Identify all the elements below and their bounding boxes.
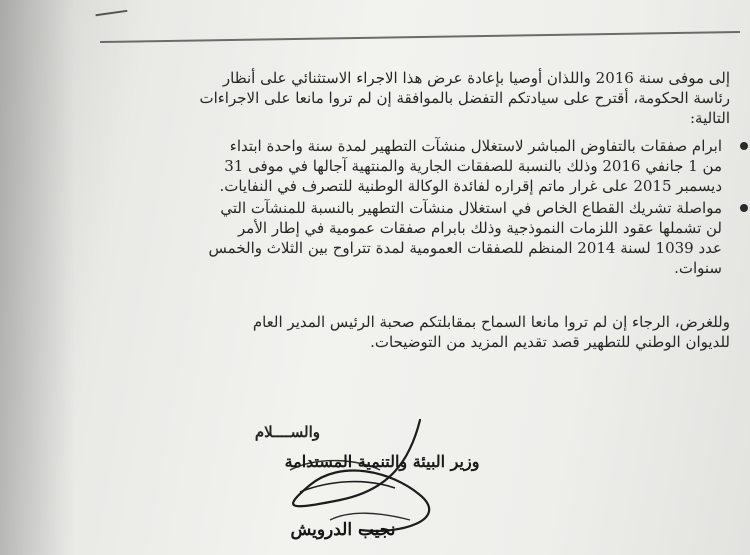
request-paragraph xyxy=(100,312,730,352)
measure-line: ديسمبر 2015 على غرار ماتم إقراره لفائدة الوكالة الوطنية للتصرف في النفايات. xyxy=(219,177,722,195)
measure-line: لن تشملها عقود اللزمات النموذجية وذلك بابرام صفقات عمومية في إطار الأمر xyxy=(238,219,722,237)
page-shadow xyxy=(0,0,75,555)
intro-line: إلى موفى سنة 2016 واللذان أوصيا بإعادة عرض هذا الاجراء الاستثنائي على أنظار xyxy=(222,69,730,87)
measure-line: عدد 1039 لسنة 2014 المنظم للصفقات العمومية لمدة تتراوح بين الثلاث والخمس xyxy=(208,239,722,257)
minister-title: وزير البيئة والتنمية المستدامة xyxy=(284,452,480,471)
top-mark xyxy=(95,10,128,24)
measure-line: سنوات. xyxy=(674,259,722,277)
bullet-icon xyxy=(740,204,748,212)
intro-line: رئاسة الحكومة، أقترح على سيادتكم التفضل بالموافقة إن لم تروا مانعا على الاجراءات xyxy=(199,89,730,107)
measure-line: مواصلة تشريك القطاع الخاص في استغلال منشآت التطهير بالنسبة للمنشآت التي xyxy=(220,199,722,217)
minister-name: نجيب الدرويش xyxy=(290,520,396,540)
measure-line: ابرام صفقات بالتفاوض المباشر لاستغلال منشآت التطهير لمدة سنة واحدة ابتداء xyxy=(229,137,722,155)
intro-line: التالية: xyxy=(689,109,730,127)
measures-list xyxy=(100,136,730,278)
bullet-icon xyxy=(740,142,748,150)
request-line: وللغرض، الرجاء إن لم تروا مانعا السماح بمقابلتكم صحبة الرئيس المدير العام xyxy=(252,313,730,331)
header-rule xyxy=(100,31,740,43)
closing-salutation: والســــلام xyxy=(254,423,320,441)
measure-item xyxy=(120,136,730,196)
intro-paragraph xyxy=(100,68,730,128)
measure-line: من 1 جانفي 2016 وذلك بالنسبة للصفقات الجارية والمنتهية آجالها في موفى 31 xyxy=(224,157,722,175)
request-line: للديوان الوطني للتطهير قصد تقديم المزيد من التوضيحات. xyxy=(370,333,730,351)
letter-body xyxy=(100,56,730,352)
measure-item xyxy=(120,198,730,278)
